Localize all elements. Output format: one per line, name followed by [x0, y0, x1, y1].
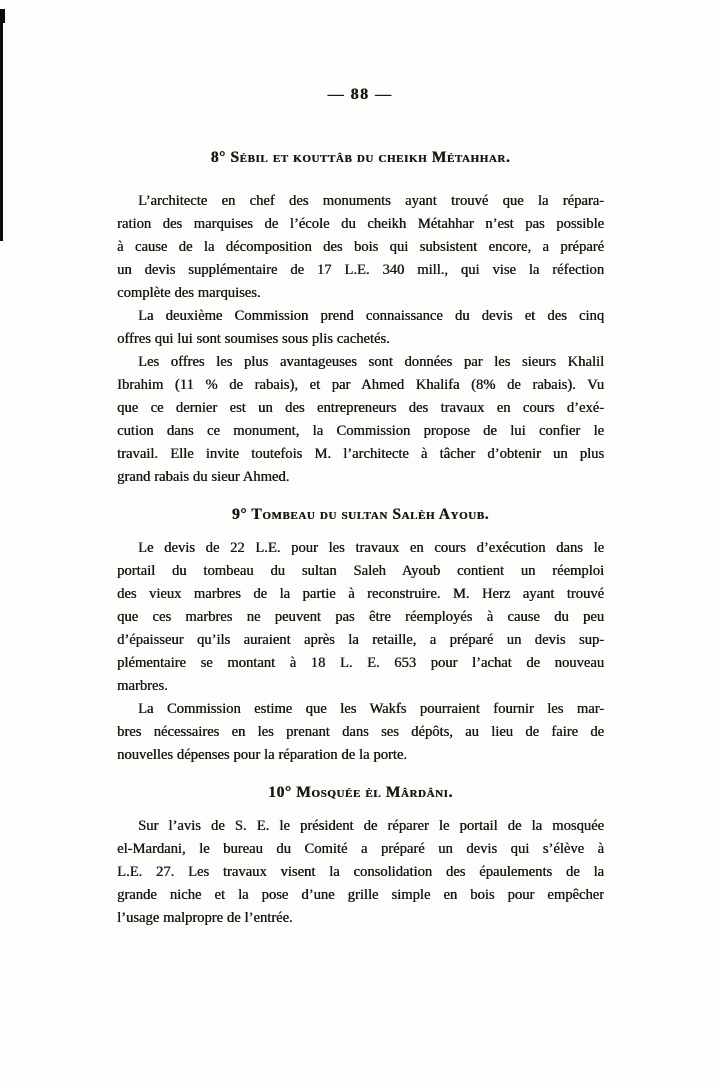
- text-line: l’usage malpropre de l’entrée.: [117, 910, 293, 926]
- text-line: L.E. 27. Les travaux visent la consolidation des épaulements de la: [117, 864, 604, 880]
- page-number: — 88 —: [327, 86, 393, 103]
- text-line: travail. Elle invite toutefois M. l’architecte à tâcher d’obtenir un plus: [117, 446, 604, 462]
- paragraph: [117, 815, 604, 930]
- section-heading: 8° Sébil et kouttâb du cheikh Métahhar.: [210, 149, 511, 166]
- text-line: cution dans ce monument, la Commission propose de lui confier le: [117, 423, 604, 439]
- text-line: des vieux marbres de la partie à reconstruire. M. Herz ayant trouvé: [117, 586, 604, 602]
- text-line: La Commission estime que les Wakfs pourraient fournir les mar-: [138, 701, 604, 717]
- text-line: el-Mardani, le bureau du Comité a préparé un devis qui s’élève à: [117, 841, 604, 857]
- paragraph: [117, 305, 604, 351]
- text-line: marbres.: [117, 678, 168, 694]
- text-line: grande niche et la pose d’une grille simple en bois pour empêcher: [117, 887, 604, 903]
- text-line: bres nécessaires en les prenant dans ses dépôts, au lieu de faire de: [117, 724, 604, 740]
- text-line: L’architecte en chef des monuments ayant trouvé que la répara-: [138, 193, 604, 209]
- text-line: Ibrahim (11 % de rabais), et par Ahmed Khalifa (8% de rabais). Vu: [117, 377, 604, 393]
- text-line: ration des marquises de l’école du cheikh Métahhar n’est pas possible: [117, 216, 604, 232]
- section-heading: 9° Tombeau du sultan Salèh Ayoub.: [231, 506, 490, 523]
- paragraph: [117, 351, 604, 489]
- text-line: d’épaisseur qu’ils auraient après la retaille, a préparé un devis sup-: [117, 632, 604, 648]
- text-line: que ce dernier est un des entrepreneurs des travaux en cours d’exé-: [117, 400, 604, 416]
- text-line: Les offres les plus avantageuses sont données par les sieurs Khalil: [138, 354, 604, 370]
- text-line: que ces marbres ne peuvent pas être réemployés à cause du peu: [117, 609, 604, 625]
- text-line: Le devis de 22 L.E. pour les travaux en cours d’exécution dans le: [138, 540, 604, 556]
- scan-edge-artifact: [0, 9, 3, 241]
- paragraph: [117, 190, 604, 305]
- text-line: à cause de la décomposition des bois qui subsistent encore, a préparé: [117, 239, 604, 255]
- text-line: portail du tombeau du sultan Saleh Ayoub contient un réemploi: [117, 563, 604, 579]
- text-line: Sur l’avis de S. E. le président de réparer le portail de la mosquée: [138, 818, 604, 834]
- text-line: La deuxième Commission prend connaissance du devis et des cinq: [138, 308, 604, 324]
- page-content: [117, 148, 604, 930]
- paragraph: [117, 698, 604, 767]
- section-heading: 10° Mosquée èl Mârdâni.: [268, 784, 453, 801]
- text-line: un devis supplémentaire de 17 L.E. 340 mill., qui vise la réfection: [117, 262, 604, 278]
- text-line: offres qui lui sont soumises sous plis cachetés.: [117, 331, 390, 347]
- paragraph: [117, 537, 604, 698]
- text-line: plémentaire se montant à 18 L. E. 653 pour l’achat de nouveau: [117, 655, 604, 671]
- text-line: grand rabais du sieur Ahmed.: [117, 469, 290, 485]
- text-line: nouvelles dépenses pour la réparation de la porte.: [117, 747, 407, 763]
- text-line: complète des marquises.: [117, 285, 261, 301]
